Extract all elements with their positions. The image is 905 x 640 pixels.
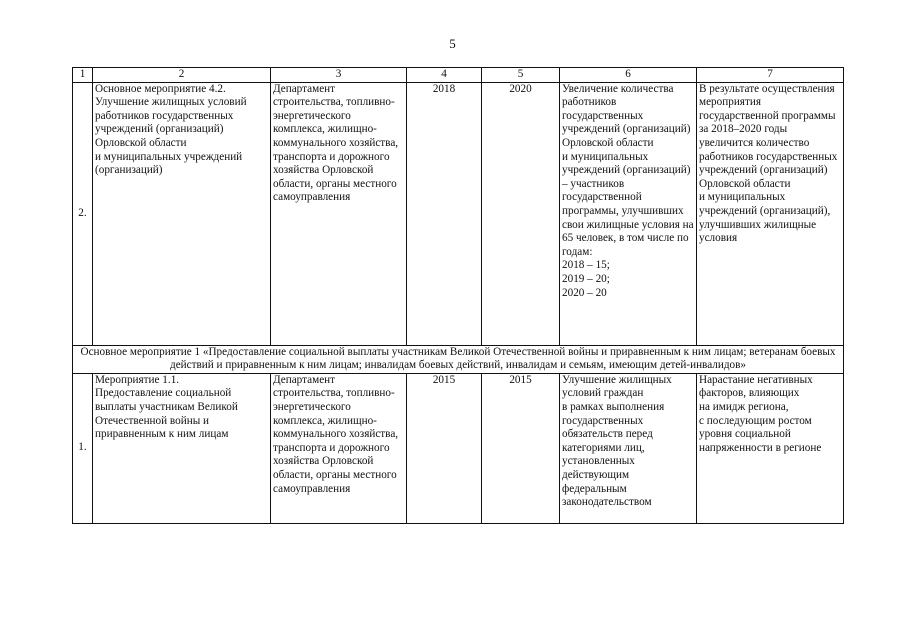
header-cell: 2 (93, 68, 271, 83)
header-cell: 3 (271, 68, 407, 83)
end-year-cell: 2015 (482, 373, 560, 523)
section-title: Основное мероприятие 1 «Предоставление социальной выплаты участникам Великой Отечественной войны и приравненным к ним лицам; ветеранам боевых действий и приравненным к ним лицам; инвалидам боевых действий, инвалидам и семьям, имеющим детей-инвалидов» (73, 345, 844, 373)
page-number: 5 (449, 36, 456, 51)
header-cell: 1 (73, 68, 93, 83)
header-cell: 7 (697, 68, 844, 83)
measures-table (72, 67, 844, 524)
table-row (73, 373, 844, 523)
result-cell: Увеличение количества работников государственных учреждений (организаций) Орловской области и муниципальных учреждений (организаций) – участников государственной программы, улучшивших свои жилищные условия на 65 человек, в том числе по годам: 2018 – 15; 2019 – 20; 2020 – 20 (560, 82, 697, 345)
measure-cell: Основное мероприятие 4.2. Улучшение жилищных условий работников государственных учреждений (организаций) Орловской области и муниципальных учреждений (организаций) (93, 82, 271, 345)
measure-cell: Мероприятие 1.1. Предоставление социальной выплаты участникам Великой Отечественной войны и приравненным к ним лицам (93, 373, 271, 523)
row-number: 2. (73, 82, 93, 345)
header-cell: 4 (407, 68, 482, 83)
start-year-cell: 2015 (407, 373, 482, 523)
row-number: 1. (73, 373, 93, 523)
section-row (73, 345, 844, 373)
header-row (73, 68, 844, 83)
result-cell: Улучшение жилищных условий граждан в рамках выполнения государственных обязательств перед категориями лиц, установленных действующим федеральным законодательством (560, 373, 697, 523)
executor-cell: Департамент строительства, топливно-энергетического комплекса, жилищно-коммунального хозяйства, транспорта и дорожного хозяйства Орловской области, органы местного самоуправления (271, 82, 407, 345)
consequence-cell: Нарастание негативных факторов, влияющих на имидж региона, с последующим ростом уровня социальной напряженности в регионе (697, 373, 844, 523)
consequence-cell: В результате осуществления мероприятия государственной программы за 2018–2020 годы увеличится количество работников государственных учреждений (организаций) Орловской области и муниципальных учреждений (организаций), улучшивших жилищные условия (697, 82, 844, 345)
start-year-cell: 2018 (407, 82, 482, 345)
end-year-cell: 2020 (482, 82, 560, 345)
executor-cell: Департамент строительства, топливно-энергетического комплекса, жилищно-коммунального хозяйства, транспорта и дорожного хозяйства Орловской области, органы местного самоуправления (271, 373, 407, 523)
header-cell: 6 (560, 68, 697, 83)
header-cell: 5 (482, 68, 560, 83)
table-row (73, 82, 844, 345)
